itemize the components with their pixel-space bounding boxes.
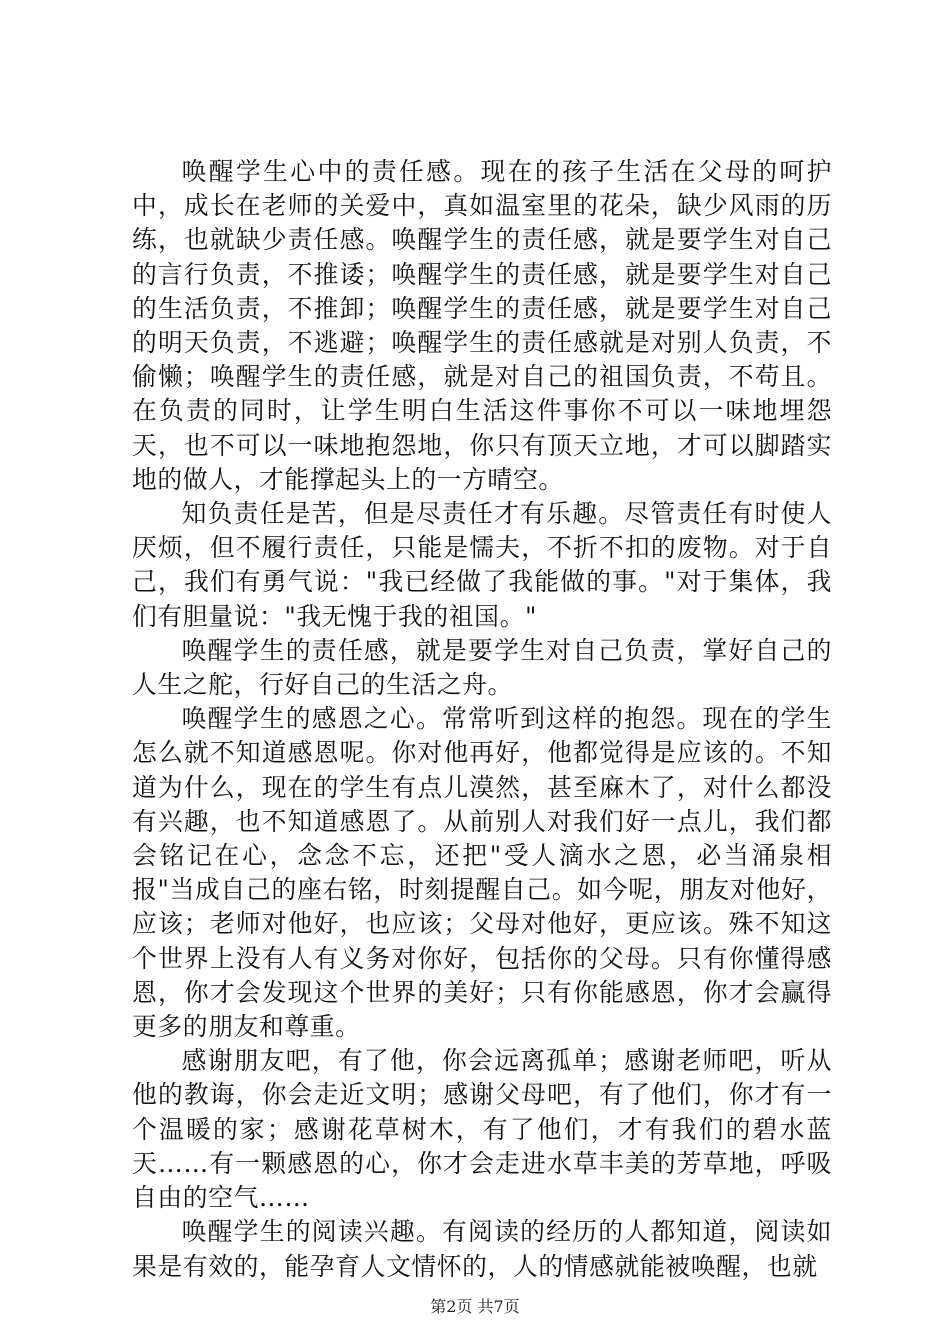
paragraph-reading-interest: 唤醒学生的阅读兴趣。有阅读的经历的人都知道，阅读如果是有效的，能孕育人文情怀的，人的情感就能被唤醒，也就 [132, 1217, 832, 1281]
paragraph-thanks: 感谢朋友吧，有了他，你会远离孤单；感谢老师吧，听从他的教诲，你会走近文明；感谢父母吧，有了他们，你才有一个温暖的家；感谢花草树木，有了他们，才有我们的碧水蓝天……有一颗感恩的心，你才会走进水草丰美的芳草地，呼吸自由的空气…… [132, 1046, 832, 1213]
page-number-footer: 第2页 共7页 [430, 1297, 520, 1316]
paragraph-gratitude: 唤醒学生的感恩之心。常常听到这样的抱怨。现在的学生怎么就不知道感恩呢。你对他再好，他都觉得是应该的。不知道为什么，现在的学生有点儿漠然，甚至麻木了，对什么都没有兴趣，也不知道感恩了。从前别人对我们好一点儿，我们都会铭记在心，念念不忘，还把"受人滴水之恩，必当涌泉相报"当成自己的座右铭，时刻提醒自己。如今呢，朋友对他好，应该；老师对他好，也应该；父母对他好，更应该。殊不知这个世界上没有人有义务对你好，包括你的父母。只有你懂得感恩，你才会发现这个世界的美好；只有你能感恩，你才会赢得更多的朋友和尊重。 [132, 704, 832, 1042]
document-body [132, 155, 832, 1284]
paragraph-responsibility: 唤醒学生心中的责任感。现在的孩子生活在父母的呵护中，成长在老师的关爱中，真如温室里的花朵，缺少风雨的历练，也就缺少责任感。唤醒学生的责任感，就是要学生对自己的言行负责，不推诿；唤醒学生的责任感，就是要学生对自己的生活负责，不推卸；唤醒学生的责任感，就是要学生对自己的明天负责，不逃避；唤醒学生的责任感就是对别人负责，不偷懒；唤醒学生的责任感，就是对自己的祖国负责，不苟且。在负责的同时，让学生明白生活这件事你不可以一味地埋怨天，也不可以一味地抱怨地，你只有顶天立地，才可以脚踏实地的做人，才能撑起头上的一方晴空。 [132, 157, 832, 494]
paragraph-self-responsibility: 唤醒学生的责任感，就是要学生对自己负责，掌好自己的人生之舵，行好自己的生活之舟。 [132, 635, 832, 700]
paragraph-duty-joy: 知负责任是苦，但是尽责任才有乐趣。尽管责任有时使人厌烦，但不履行责任，只能是懦夫，不折不扣的废物。对于自己，我们有勇气说："我已经做了我能做的事。"对于集体，我们有胆量说："我无愧于我的祖国。" [132, 499, 832, 631]
